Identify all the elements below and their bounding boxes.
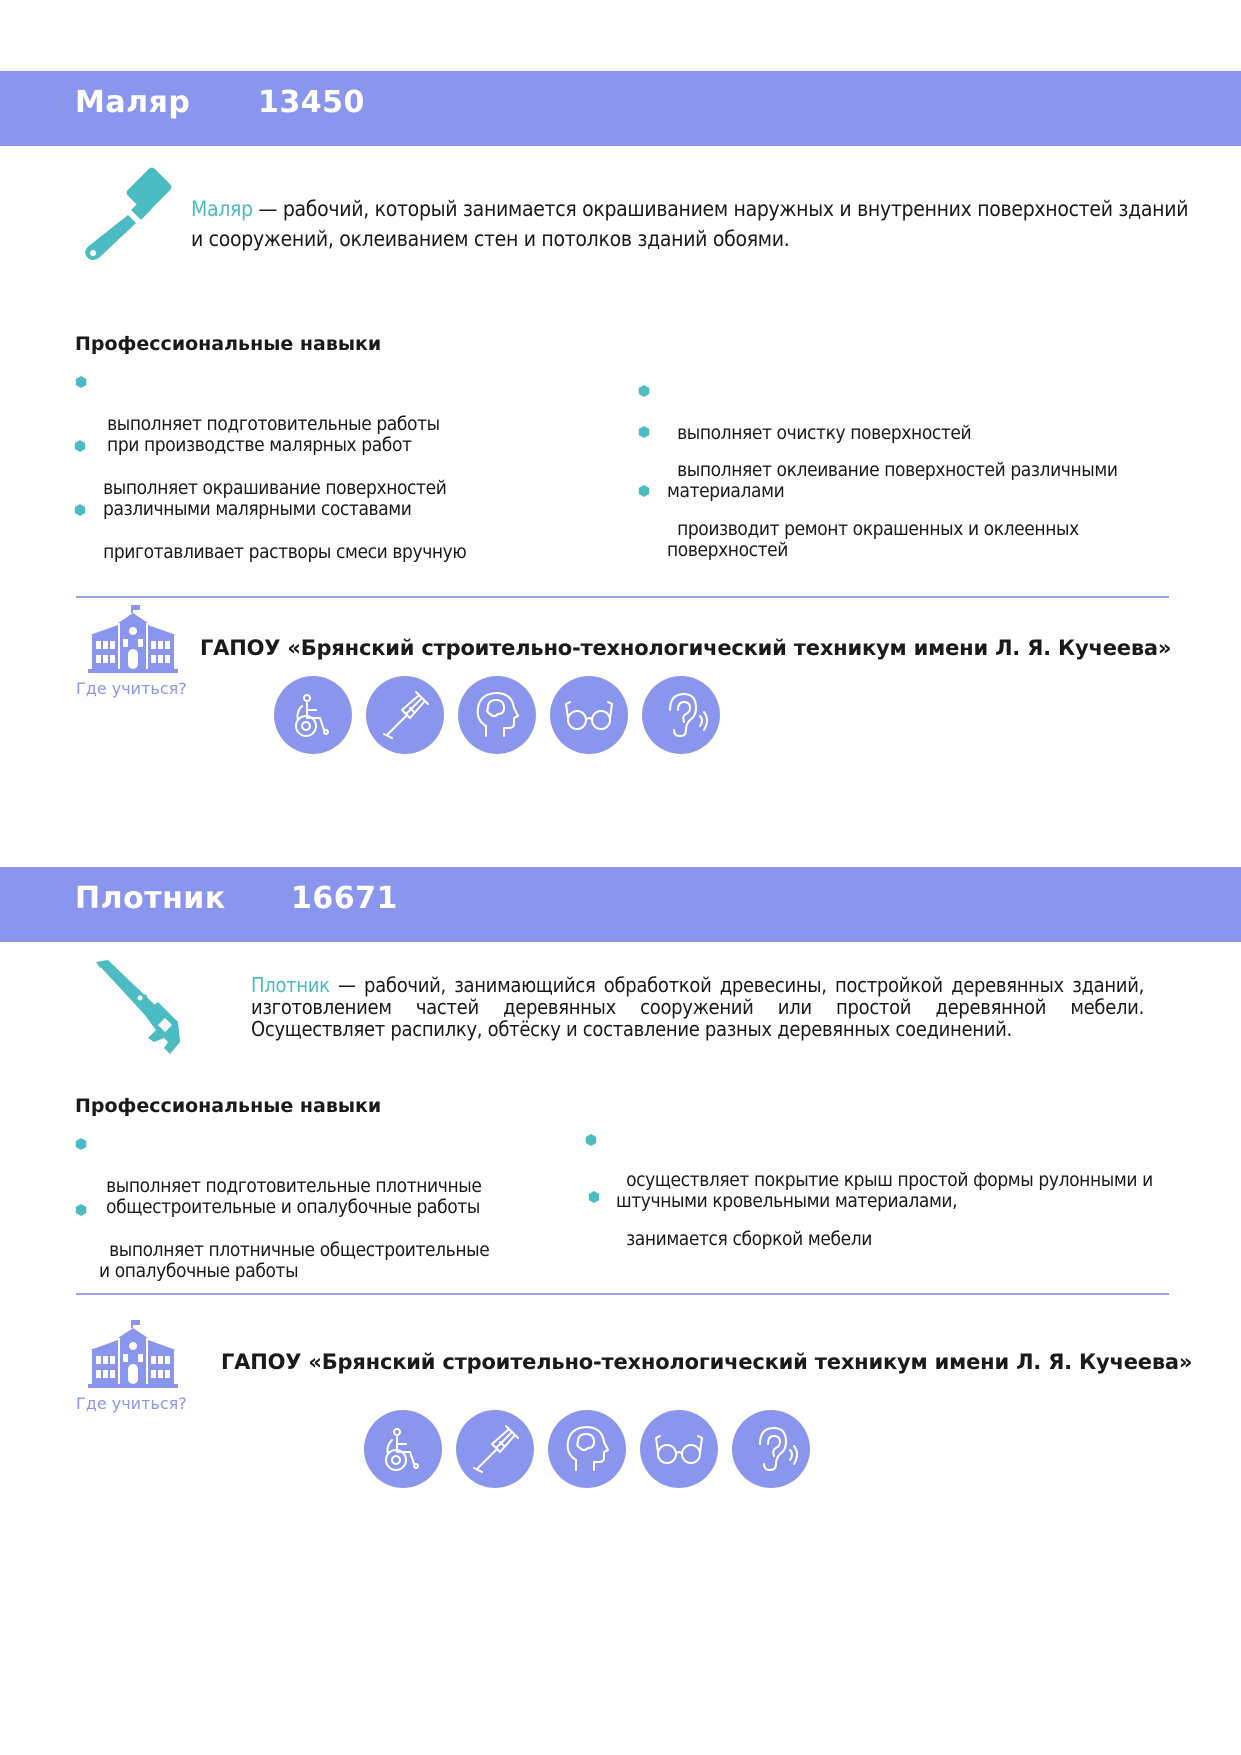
head-brain-icon (548, 1410, 626, 1488)
skill-item: выполняет окрашивание поверхностей различными малярными составами (93, 436, 446, 520)
skill-item: выполняет подготовительные плотничные общестроительные и опалубочные работы (96, 1134, 481, 1218)
description-highlight: Плотник (251, 973, 330, 997)
skill-item: приготавливает растворы смеси вручную (93, 500, 466, 563)
school-name: ГАПОУ «Брянский строительно-технологический техникум имени Л. Я. Кучеева» (221, 1350, 1193, 1374)
bullet-hexagon-icon (638, 426, 650, 438)
glasses-icon (640, 1410, 718, 1488)
bullet-hexagon-icon (585, 1134, 597, 1146)
bullet-hexagon-icon (588, 1191, 600, 1203)
bullet-hexagon-icon (74, 440, 86, 452)
school-building-icon (88, 1318, 178, 1388)
ear-icon (642, 676, 720, 754)
paint-brush-icon (82, 165, 182, 265)
crutch-icon (366, 676, 444, 754)
glasses-icon (550, 676, 628, 754)
profession-description (191, 194, 1201, 254)
skills-title: Профессиональные навыки (75, 333, 382, 355)
where-to-study-label: Где учиться? (76, 1394, 187, 1413)
crutch-icon (456, 1410, 534, 1488)
school-building-icon (88, 603, 178, 673)
skill-item: выполняет подготовительные работы при производстве малярных работ (97, 372, 440, 456)
bullet-hexagon-icon (638, 385, 650, 397)
school-name: ГАПОУ «Брянский строительно-технологический техникум имени Л. Я. Кучеева» (200, 636, 1172, 660)
skill-item: выполняет очистку поверхностей (667, 381, 971, 444)
profession-description (251, 974, 1144, 1040)
skill-item: выполняет оклеивание поверхностей различными материалами (667, 418, 1118, 502)
bullet-hexagon-icon (75, 1138, 87, 1150)
wheelchair-icon (364, 1410, 442, 1488)
skill-item: занимается сборкой мебели (616, 1187, 872, 1250)
ear-icon (732, 1410, 810, 1488)
section-banner-carpenter (0, 867, 1241, 942)
profession-code: 16671 (291, 881, 398, 916)
bullet-hexagon-icon (638, 485, 650, 497)
profession-code: 13450 (258, 85, 365, 120)
skills-title: Профессиональные навыки (75, 1095, 382, 1117)
bullet-hexagon-icon (75, 1204, 87, 1216)
section-banner-painter (0, 71, 1241, 146)
head-brain-icon (458, 676, 536, 754)
description-text: — рабочий, занимающийся обработкой древесины, постройкой деревянных зданий, изготовлением частей деревянных сооружений или простой деревянной мебели. Осуществляет распилку, обтёску и составление разных деревянных соединений. (251, 973, 1144, 1041)
bullet-hexagon-icon (74, 504, 86, 516)
skill-item: выполняет плотничные общестроительные и опалубочные работы (99, 1198, 489, 1282)
wheelchair-icon (274, 676, 352, 754)
divider (76, 1293, 1169, 1295)
profession-name: Маляр (75, 85, 191, 120)
skill-item: производит ремонт окрашенных и оклеенных поверхностей (667, 477, 1079, 561)
where-to-study-label: Где учиться? (76, 679, 187, 698)
skill-item: осуществляет покрытие крыш простой формы рулонными и штучными кровельными материалами, (616, 1128, 1153, 1212)
saw-icon (94, 958, 190, 1066)
divider (76, 596, 1169, 598)
profession-name: Плотник (75, 881, 226, 916)
bullet-hexagon-icon (75, 376, 87, 388)
description-text: — рабочий, который занимается окрашиванием наружных и внутренних поверхностей зданий и сооружений, оклеиванием стен и потолков зданий обоями. (191, 197, 1189, 251)
description-highlight: Маляр (191, 197, 253, 221)
